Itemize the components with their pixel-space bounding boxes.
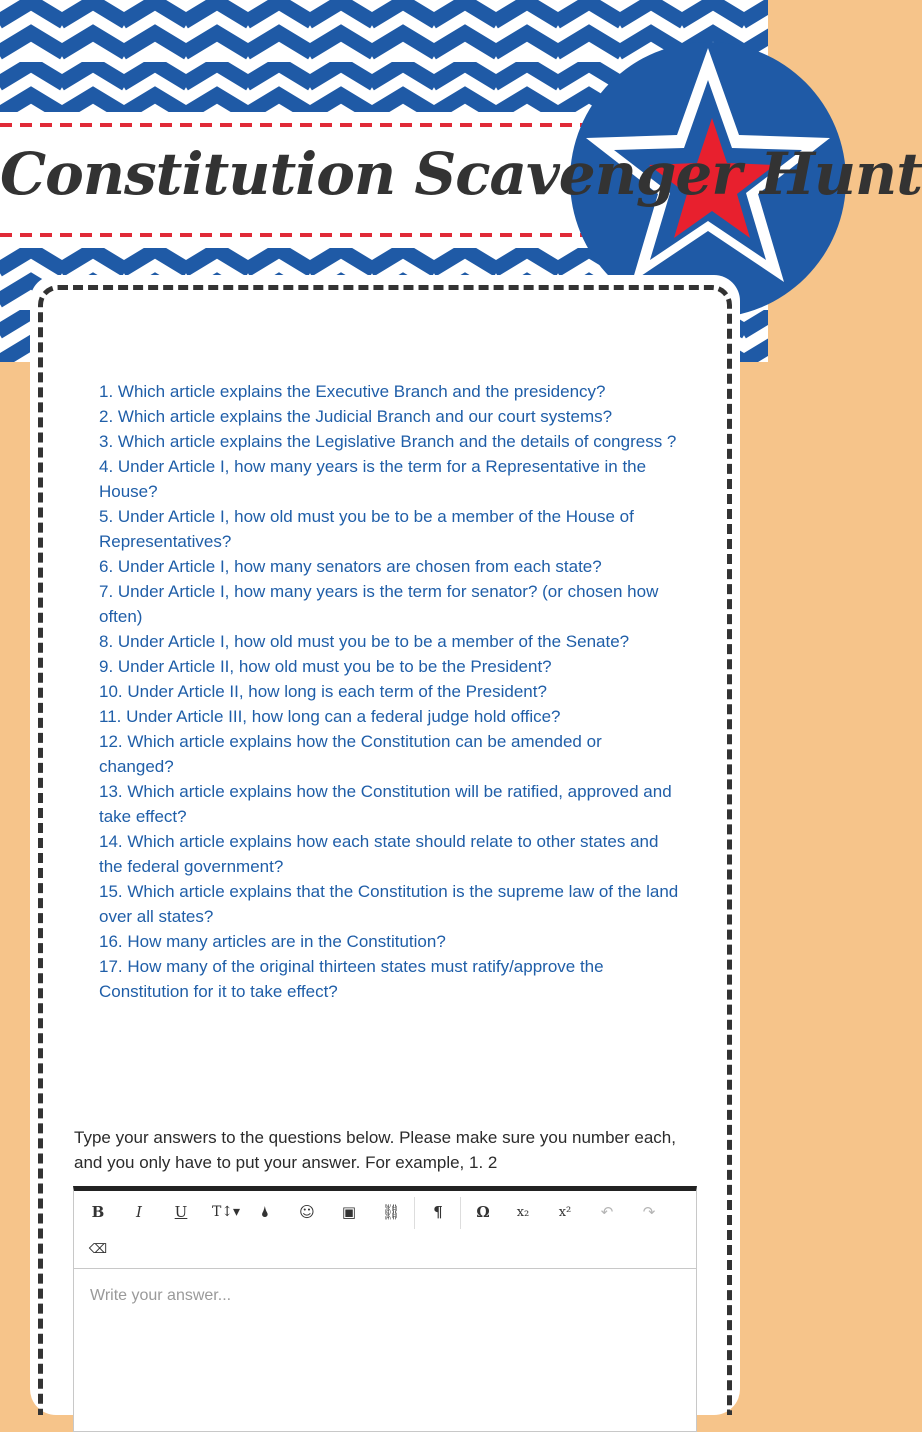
question-item: 4. Under Article I, how many years is the term for a Representative in the House? (99, 457, 647, 501)
toolbar-divider (414, 1197, 415, 1229)
italic-button[interactable]: I (136, 1203, 142, 1221)
question-item: 17. How many of the original thirteen states must ratify/approve the Constitution for it to take effect? (99, 957, 604, 1001)
text-size-dropdown[interactable]: T↕▾ (211, 1204, 241, 1220)
superscript-button[interactable]: x² (558, 1204, 572, 1220)
answer-instructions: Type your answers to the questions below. Please make sure you number each, and you only have to put your answer. For example, 1. 2 (74, 1128, 676, 1172)
underline-button[interactable]: U (174, 1203, 188, 1221)
question-item: 10. Under Article II, how long is each term of the President? (99, 682, 547, 701)
special-characters-icon[interactable]: Ω (476, 1203, 490, 1221)
question-item: 12. Which article explains how the Constitution can be amended or changed? (99, 732, 602, 776)
question-item: 14. Which article explains how each state should relate to other states and the federal government? (99, 832, 659, 876)
subscript-button[interactable]: x₂ (516, 1204, 530, 1220)
link-icon[interactable]: ⛓ (381, 1203, 401, 1221)
answer-editor (73, 1186, 697, 1432)
question-item: 7. Under Article I, how many years is the term for senator? (or chosen how often) (99, 582, 659, 626)
question-item: 13. Which article explains how the Constitution will be ratified, approved and take effect? (99, 782, 672, 826)
question-item: 8. Under Article I, how old must you be to be a member of the Senate? (99, 632, 630, 651)
question-item: 15. Which article explains that the Constitution is the supreme law of the land over all states? (99, 882, 679, 926)
answer-input[interactable]: Write your answer... (90, 1287, 232, 1304)
undo-icon[interactable]: ↶ (600, 1203, 614, 1221)
emoji-icon[interactable]: ☺ (299, 1203, 315, 1221)
image-icon[interactable]: ▣ (341, 1203, 357, 1221)
question-item: 9. Under Article II, how old must you be to be the President? (99, 657, 552, 676)
question-item: 1. Which article explains the Executive Branch and the presidency? (99, 382, 606, 401)
paragraph-direction-icon[interactable]: ¶ (433, 1203, 443, 1221)
question-item: 16. How many articles are in the Constitution? (99, 932, 446, 951)
text-color-icon[interactable]: 🌢 (260, 1203, 270, 1221)
question-item: 6. Under Article I, how many senators are chosen from each state? (99, 557, 602, 576)
bold-button[interactable]: B (91, 1203, 105, 1221)
redo-icon[interactable]: ↷ (642, 1203, 656, 1221)
question-item: 11. Under Article III, how long can a federal judge hold office? (99, 707, 561, 726)
toolbar-divider (460, 1197, 461, 1229)
question-list (99, 379, 679, 1004)
question-item: 3. Which article explains the Legislative Branch and the details of congress ? (99, 432, 677, 451)
page-title: Constitution Scavenger Hunt (0, 140, 922, 208)
question-item: 5. Under Article I, how old must you be to be a member of the House of Representatives? (99, 507, 634, 551)
editor-toolbar (74, 1191, 696, 1269)
worksheet-card (30, 275, 740, 1415)
question-item: 2. Which article explains the Judicial Branch and our court systems? (99, 407, 613, 426)
clear-format-icon[interactable]: ⌫ (88, 1241, 108, 1257)
